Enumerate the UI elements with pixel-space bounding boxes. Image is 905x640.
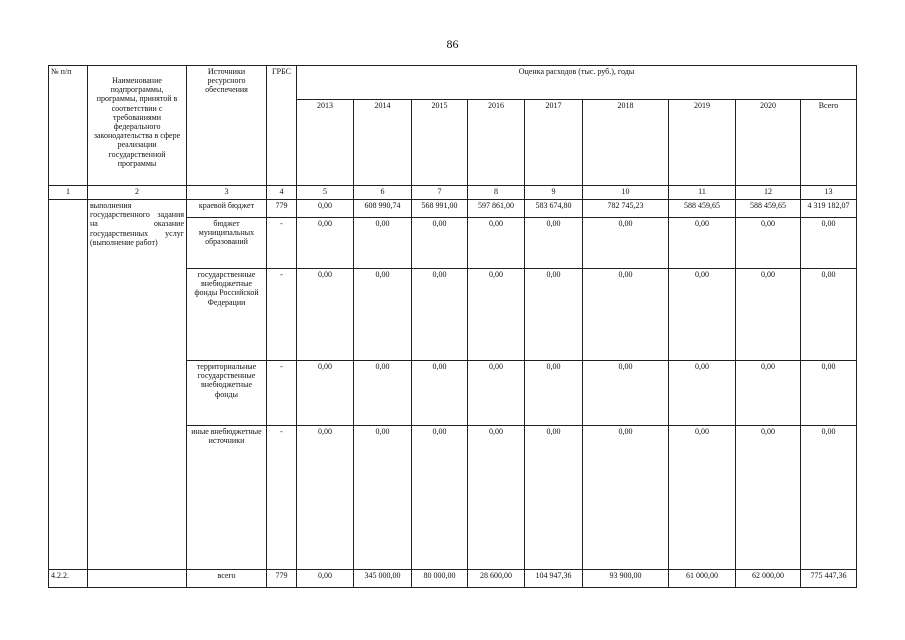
value-cell: 93 900,00 [583,570,669,588]
value-cell: 0,00 [468,361,525,426]
value-cell: 568 991,00 [412,200,468,218]
value-cell: 608 990,74 [354,200,412,218]
index-cell: 6 [354,186,412,200]
value-cell: 0,00 [525,426,583,570]
value-cell: 0,00 [297,200,354,218]
value-cell: 0,00 [468,426,525,570]
page-number: 86 [446,37,459,51]
source-cell: краевой бюджет [187,200,267,218]
year-header: 2014 [354,100,412,186]
index-cell: 1 [49,186,88,200]
value-cell: 0,00 [354,218,412,269]
grbs-cell: 779 [267,200,297,218]
index-cell: 5 [297,186,354,200]
value-cell: 0,00 [354,426,412,570]
value-cell: 0,00 [669,361,736,426]
grbs-cell: - [267,426,297,570]
expenses-table [48,65,857,588]
source-cell: территориальные государственные внебюджетные фонды [187,361,267,426]
grbs-cell: - [267,361,297,426]
col-header-number: № п/п [49,66,88,186]
value-cell: 588 459,65 [669,200,736,218]
value-cell: 104 947,36 [525,570,583,588]
value-cell: 0,00 [297,269,354,361]
value-cell-total: 0,00 [801,426,857,570]
value-cell: 0,00 [669,426,736,570]
index-cell: 3 [187,186,267,200]
column-index-row [49,186,857,200]
value-cell: 0,00 [525,269,583,361]
value-cell: 0,00 [354,361,412,426]
value-cell: 0,00 [297,426,354,570]
col-header-name: Наименование подпрограммы, программы, принятой в соответствии с требованиями федерального законодательства в сфере реализации государственной программы [88,66,187,186]
source-cell: государственные внебюджетные фонды Российской Федерации [187,269,267,361]
source-cell: иные внебюджетные источники [187,426,267,570]
value-cell: 597 861,00 [468,200,525,218]
value-cell: 0,00 [736,361,801,426]
value-cell: 61 000,00 [669,570,736,588]
index-cell: 9 [525,186,583,200]
value-cell: 0,00 [583,218,669,269]
value-cell: 0,00 [412,361,468,426]
value-cell: 0,00 [669,218,736,269]
row-name: выполнения государственного задания на оказание государственных услуг (выполнение работ) [88,200,187,570]
value-cell-total: 775 447,36 [801,570,857,588]
header-row-top [49,66,857,100]
row-number: 4.2.2. [49,570,88,588]
value-cell: 0,00 [669,269,736,361]
value-cell: 0,00 [354,269,412,361]
value-cell: 583 674,80 [525,200,583,218]
year-header: 2017 [525,100,583,186]
table-row [49,570,857,588]
value-cell: 0,00 [525,218,583,269]
value-cell: 62 000,00 [736,570,801,588]
grbs-cell: - [267,218,297,269]
index-cell: 13 [801,186,857,200]
value-cell: 0,00 [736,426,801,570]
value-cell: 0,00 [297,218,354,269]
value-cell: 80 000,00 [412,570,468,588]
value-cell-total: 0,00 [801,269,857,361]
value-cell-total: 0,00 [801,361,857,426]
value-cell-total: 4 319 182,07 [801,200,857,218]
index-cell: 12 [736,186,801,200]
value-cell: 345 000,00 [354,570,412,588]
index-cell: 11 [669,186,736,200]
value-cell: 0,00 [468,269,525,361]
value-cell: 588 459,65 [736,200,801,218]
value-cell: 0,00 [297,361,354,426]
index-cell: 7 [412,186,468,200]
year-header: 2015 [412,100,468,186]
year-header: 2018 [583,100,669,186]
value-cell: 0,00 [468,218,525,269]
grbs-cell: - [267,269,297,361]
year-header: 2019 [669,100,736,186]
value-cell: 0,00 [583,361,669,426]
row-name-empty [88,570,187,588]
table-row [49,200,857,218]
index-cell: 10 [583,186,669,200]
col-header-expenses: Оценка расходов (тыс. руб.), годы [297,66,857,100]
value-cell: 0,00 [412,269,468,361]
year-header-total: Всего [801,100,857,186]
value-cell: 0,00 [525,361,583,426]
year-header: 2013 [297,100,354,186]
col-header-grbs: ГРБС [267,66,297,186]
value-cell: 0,00 [297,570,354,588]
value-cell: 0,00 [736,218,801,269]
value-cell: 28 600,00 [468,570,525,588]
source-cell: бюджет муниципальных образований [187,218,267,269]
grbs-cell: 779 [267,570,297,588]
row-number-empty [49,200,88,570]
value-cell: 0,00 [583,426,669,570]
year-header: 2020 [736,100,801,186]
year-header: 2016 [468,100,525,186]
index-cell: 4 [267,186,297,200]
value-cell-total: 0,00 [801,218,857,269]
value-cell: 0,00 [412,426,468,570]
value-cell: 0,00 [736,269,801,361]
index-cell: 2 [88,186,187,200]
value-cell: 0,00 [583,269,669,361]
index-cell: 8 [468,186,525,200]
value-cell: 0,00 [412,218,468,269]
col-header-source: Источники ресурсного обеспечения [187,66,267,186]
source-cell: всего [187,570,267,588]
value-cell: 782 745,23 [583,200,669,218]
